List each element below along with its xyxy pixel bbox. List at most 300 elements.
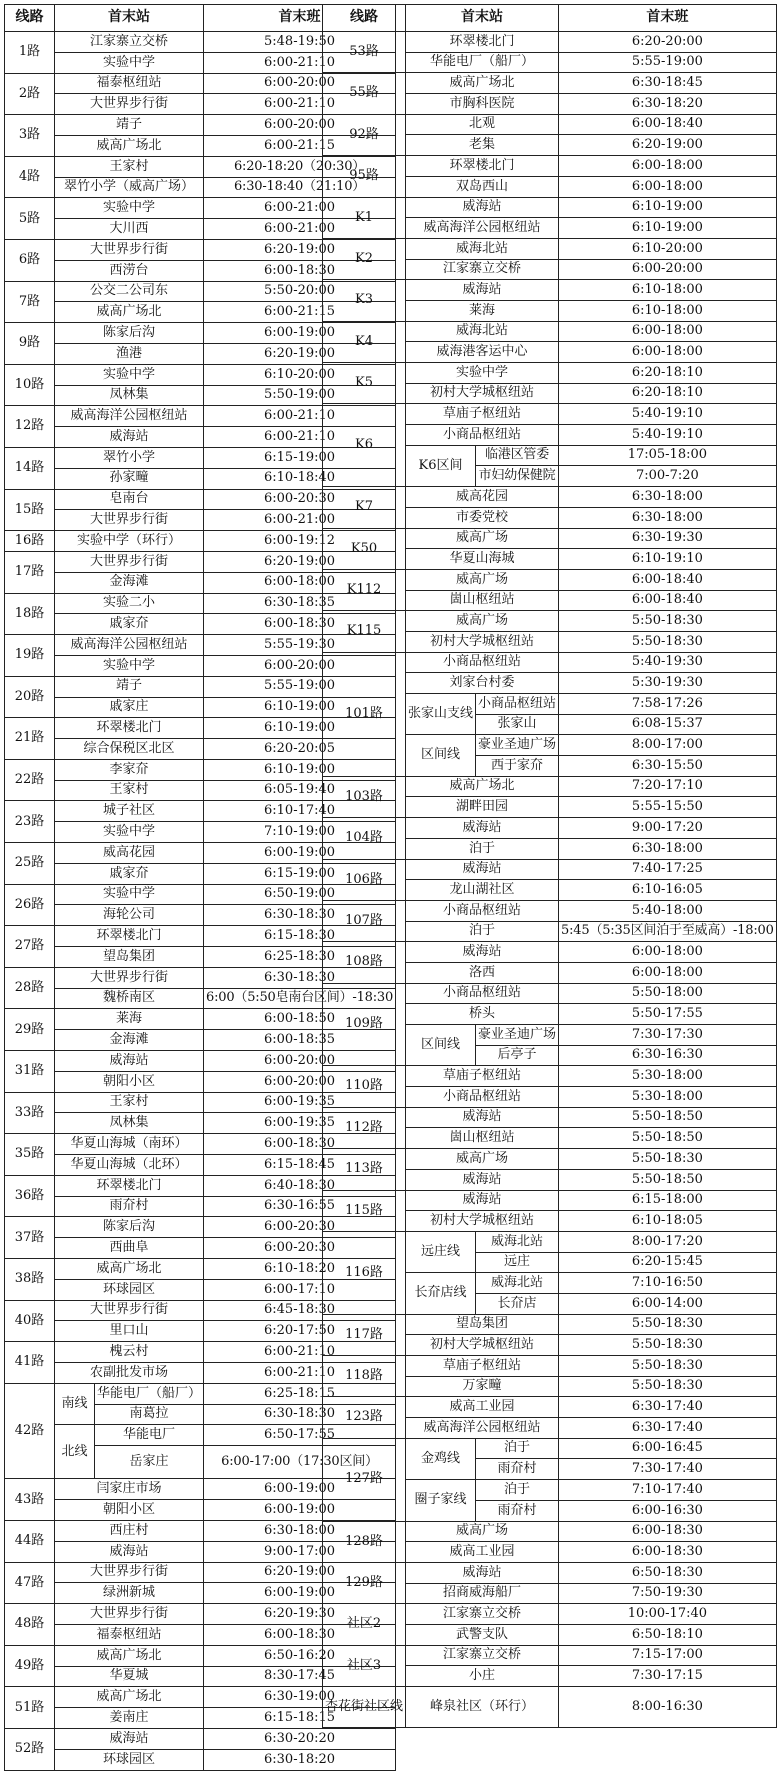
station-cell: 金海滩 [55, 572, 204, 593]
route-label: 107路 [323, 900, 406, 941]
station-cell: 陈家后沟 [55, 1217, 204, 1238]
time-cell: 5:30-19:30 [559, 673, 777, 694]
station-cell: 威海站 [55, 427, 204, 448]
station-cell: 环翠楼北门 [55, 1175, 204, 1196]
time-cell: 6:00-19:00 [204, 323, 396, 344]
time-cell: 9:00-17:20 [559, 818, 777, 839]
station-cell: 戚家夼 [55, 863, 204, 884]
time-cell: 6:00-16:30 [559, 1500, 777, 1521]
time-cell: 6:15-18:15 [204, 1708, 396, 1729]
route-label: 123路 [323, 1397, 406, 1438]
station-cell: 湖畔田园 [406, 797, 559, 818]
time-cell: 5:55-19:30 [204, 635, 396, 656]
route-label: 12路 [5, 406, 55, 448]
station-cell: 威高工业园 [406, 1397, 559, 1418]
time-cell: 5:30-18:00 [559, 1087, 777, 1108]
station-cell: 小商品枢纽站 [406, 1087, 559, 1108]
table-row [323, 776, 777, 797]
station-cell: 小商品枢纽站 [406, 900, 559, 921]
station-cell: 靖子 [55, 676, 204, 697]
time-cell: 6:00-18:30 [204, 1625, 396, 1646]
time-cell: 6:00-20:00 [204, 1051, 396, 1072]
route-label: 110路 [323, 1066, 406, 1107]
time-cell: 6:08-15:37 [559, 714, 777, 735]
time-cell: 6:00-20:30 [204, 1238, 396, 1259]
station-cell: 王家村 [55, 780, 204, 801]
time-cell: 5:45（5:35区间泊于至威高）-18:00 [559, 921, 777, 942]
time-cell: 6:30-18:40（21:10） [204, 177, 396, 198]
route-label: 26路 [5, 884, 55, 926]
time-cell: 5:48-19:50 [204, 32, 396, 53]
station-cell: 泊于 [476, 1480, 559, 1501]
station-cell: 威海站 [55, 1541, 204, 1562]
route-label: 112路 [323, 1107, 406, 1148]
time-cell: 6:20-19:00 [204, 343, 396, 364]
station-cell: 张家山 [476, 714, 559, 735]
station-cell: 威高海洋公园枢纽站 [406, 218, 559, 239]
station-cell: 公交二公司东 [55, 281, 204, 302]
route-label: 15路 [5, 489, 55, 531]
route-label: 95路 [323, 156, 406, 197]
time-cell: 6:20-19:00 [204, 551, 396, 572]
route-label: 48路 [5, 1604, 55, 1646]
time-cell: 6:00-17:00（17:30区间） [204, 1446, 396, 1479]
time-cell: 5:50-18:30 [559, 1314, 777, 1335]
station-cell: 大世界步行街 [55, 239, 204, 260]
route-label: 55路 [323, 73, 406, 114]
station-cell: 实验中学 [55, 822, 204, 843]
station-cell: 江家寨立交桥 [406, 1645, 559, 1666]
route-label: K2 [323, 238, 406, 279]
time-cell: 6:00-18:30 [559, 1521, 777, 1542]
time-cell: 17:05-18:00 [559, 445, 777, 466]
station-cell: 姜南庄 [55, 1708, 204, 1729]
route-label: 杏花街社区线 [323, 1687, 406, 1728]
table-row [323, 859, 777, 880]
station-cell: 威高广场 [406, 611, 559, 632]
route-label: K7 [323, 487, 406, 528]
station-cell: 洛西 [406, 962, 559, 983]
station-cell: 槐云村 [55, 1342, 204, 1363]
station-cell: 海轮公司 [55, 905, 204, 926]
station-cell: 环翠楼北门 [55, 926, 204, 947]
station-cell: 华夏山海城（北环） [55, 1155, 204, 1176]
route-label: K4 [323, 321, 406, 362]
station-cell: 实验中学 [55, 364, 204, 385]
station-cell: 凤林集 [55, 1113, 204, 1134]
route-label: 109路 [323, 983, 406, 1066]
station-cell: 大世界步行街 [55, 510, 204, 531]
table-row [323, 1149, 777, 1170]
route-label: 5路 [5, 198, 55, 240]
header-time: 首末班 [204, 5, 396, 32]
time-cell: 8:00-17:20 [559, 1231, 777, 1252]
time-cell: 6:10-19:00 [559, 197, 777, 218]
route-label: 21路 [5, 718, 55, 760]
route-label: 47路 [5, 1562, 55, 1604]
station-cell: 福泰枢纽站 [55, 73, 204, 94]
time-cell: 8:00-17:00 [559, 735, 777, 756]
table-row [323, 363, 777, 384]
station-cell: 威海站 [406, 280, 559, 301]
station-cell: 威高广场 [406, 569, 559, 590]
time-cell: 6:10-19:00 [204, 718, 396, 739]
station-cell: 草庙子枢纽站 [406, 1066, 559, 1087]
time-cell: 7:40-17:25 [559, 859, 777, 880]
station-cell: 实验中学（环行） [55, 531, 204, 552]
station-cell: 威海站 [406, 859, 559, 880]
sub-route-label: 远庄线 [406, 1231, 476, 1272]
time-cell: 6:00-21:00 [204, 198, 396, 219]
station-cell: 王家村 [55, 1092, 204, 1113]
route-label: 104路 [323, 818, 406, 859]
station-cell: 凤林集 [55, 385, 204, 406]
station-cell: 后亭子 [476, 1045, 559, 1066]
station-cell: 远庄 [476, 1252, 559, 1273]
time-cell: 6:10-19:00 [559, 218, 777, 239]
sub-route-label: K6区间 [406, 445, 476, 486]
route-label: 40路 [5, 1300, 55, 1342]
route-label: 29路 [5, 1009, 55, 1051]
time-cell: 5:50-18:50 [559, 1128, 777, 1149]
route-label: 23路 [5, 801, 55, 843]
time-cell: 6:10-19:10 [559, 549, 777, 570]
time-cell: 6:00-20:00 [204, 73, 396, 94]
time-cell: 6:20-19:00 [559, 135, 777, 156]
station-cell: 威高海洋公园枢纽站 [55, 635, 204, 656]
time-cell: 6:15-18:45 [204, 1155, 396, 1176]
time-cell: 5:50-20:00 [204, 281, 396, 302]
station-cell: 小商品枢纽站 [406, 652, 559, 673]
time-cell: 6:20-17:50 [204, 1321, 396, 1342]
time-cell: 6:25-18:30 [204, 947, 396, 968]
table-row [323, 1231, 777, 1252]
time-cell: 6:10-20:00 [204, 364, 396, 385]
sub-route-label: 圈子家线 [406, 1480, 476, 1521]
table-row [323, 197, 777, 218]
route-label: K115 [323, 611, 406, 652]
station-cell: 环球园区 [55, 1279, 204, 1300]
route-label: 31路 [5, 1051, 55, 1093]
station-cell: 渔港 [55, 343, 204, 364]
table-row [323, 1397, 777, 1418]
station-cell: 威高花园 [55, 843, 204, 864]
station-cell: 龙山湖社区 [406, 880, 559, 901]
time-cell: 6:00-18:50 [204, 1009, 396, 1030]
time-cell: 6:20-18:10 [559, 363, 777, 384]
time-cell: 7:00-7:20 [559, 466, 777, 487]
station-cell: 小庄 [406, 1666, 559, 1687]
time-cell: 6:00-19:00 [204, 1500, 396, 1521]
time-cell: 6:30-18:35 [204, 593, 396, 614]
station-cell: 初村大学城枢纽站 [406, 383, 559, 404]
time-cell: 6:10-20:00 [559, 238, 777, 259]
time-cell: 8:30-17:45 [204, 1666, 396, 1687]
table-row [323, 404, 777, 425]
route-label: K50 [323, 528, 406, 569]
station-cell: 威海北站 [406, 238, 559, 259]
station-cell: 陈家后沟 [55, 323, 204, 344]
time-cell: 7:30-17:30 [559, 1025, 777, 1046]
station-cell: 翠竹小学（威高广场） [55, 177, 204, 198]
time-cell: 5:40-19:10 [559, 404, 777, 425]
time-cell: 5:55-15:50 [559, 797, 777, 818]
station-cell: 雨夼村 [55, 1196, 204, 1217]
sub-route-label: 张家山支线 [406, 694, 476, 735]
table-row [323, 156, 777, 177]
station-cell: 临港区管委 [476, 445, 559, 466]
route-label: K112 [323, 569, 406, 610]
table-row [323, 32, 777, 53]
sub-route-label: 区间线 [406, 735, 476, 776]
time-cell: 6:50-18:10 [559, 1624, 777, 1645]
time-cell: 6:00-18:30 [204, 1134, 396, 1155]
station-cell: 西涝台 [55, 260, 204, 281]
route-label: 20路 [5, 676, 55, 718]
route-label: 52路 [5, 1729, 55, 1771]
route-label: 10路 [5, 364, 55, 406]
route-label: K6 [323, 404, 406, 487]
time-cell: 6:30-17:40 [559, 1397, 777, 1418]
time-cell: 5:50-19:00 [204, 385, 396, 406]
station-cell: 江家寨立交桥 [406, 259, 559, 280]
header-row [323, 5, 777, 32]
time-cell: 6:30-18:30 [204, 1404, 396, 1425]
station-cell: 环翠楼北门 [406, 32, 559, 53]
time-cell: 6:30-18:00 [559, 487, 777, 508]
table-row [323, 321, 777, 342]
time-cell: 6:00-21:10 [204, 427, 396, 448]
station-cell: 泊于 [476, 1438, 559, 1459]
station-cell: 江家寨立交桥 [55, 32, 204, 53]
time-cell: 6:00-17:10 [204, 1279, 396, 1300]
time-cell: 6:20-18:10 [559, 383, 777, 404]
station-cell: 华夏山海城（南环） [55, 1134, 204, 1155]
time-cell: 5:40-18:00 [559, 900, 777, 921]
route-label: 128路 [323, 1521, 406, 1562]
time-cell: 6:30-18:30 [204, 905, 396, 926]
station-cell: 威高花园 [406, 487, 559, 508]
time-cell: 6:25-18:15 [204, 1383, 396, 1404]
station-cell: 华能电厂（船厂） [406, 52, 559, 73]
table-row [323, 280, 777, 301]
time-cell: 5:50-18:30 [559, 631, 777, 652]
station-cell: 威海站 [55, 1051, 204, 1072]
route-label: 38路 [5, 1259, 55, 1301]
station-cell: 南葛拉 [95, 1404, 204, 1425]
time-cell: 6:30-16:55 [204, 1196, 396, 1217]
time-cell: 6:00-18:40 [559, 590, 777, 611]
station-cell: 万家疃 [406, 1376, 559, 1397]
station-cell: 华能电厂 [95, 1425, 204, 1446]
time-cell: 6:50-17:55 [204, 1425, 396, 1446]
time-cell: 6:15-19:00 [204, 447, 396, 468]
time-cell: 5:50-18:30 [559, 611, 777, 632]
time-cell: 6:00-14:00 [559, 1293, 777, 1314]
station-cell: 威海站 [406, 942, 559, 963]
time-cell: 6:20-19:00 [204, 1562, 396, 1583]
station-cell: 市委党校 [406, 507, 559, 528]
header-station: 首末站 [55, 5, 204, 32]
time-cell: 6:00-18:00 [559, 321, 777, 342]
station-cell: 里口山 [55, 1321, 204, 1342]
time-cell: 7:30-17:40 [559, 1459, 777, 1480]
time-cell: 6:20-19:00 [204, 239, 396, 260]
time-cell: 6:00-19:12 [204, 531, 396, 552]
route-label: 社区2 [323, 1604, 406, 1645]
table-row [323, 1604, 777, 1625]
route-label: 27路 [5, 926, 55, 968]
sub-route-label: 长夼店线 [406, 1273, 476, 1314]
route-label: 4路 [5, 156, 55, 198]
time-cell: 6:00-18:30 [559, 1542, 777, 1563]
time-cell: 6:30-18:45 [559, 73, 777, 94]
route-label: K5 [323, 363, 406, 404]
station-cell: 西庄村 [55, 1521, 204, 1542]
time-cell: 7:15-17:00 [559, 1645, 777, 1666]
route-label: 106路 [323, 859, 406, 900]
station-cell: 威高广场北 [55, 1687, 204, 1708]
station-cell: 威海站 [406, 818, 559, 839]
station-cell: 崮山枢纽站 [406, 1128, 559, 1149]
route-label: 36路 [5, 1175, 55, 1217]
station-cell: 威高海洋公园枢纽站 [55, 406, 204, 427]
route-label: 115路 [323, 1190, 406, 1231]
station-cell: 草庙子枢纽站 [406, 404, 559, 425]
station-cell: 华夏城 [55, 1666, 204, 1687]
station-cell: 威海站 [406, 197, 559, 218]
station-cell: 雨夼村 [476, 1500, 559, 1521]
time-cell: 6:00-19:00 [204, 1479, 396, 1500]
time-cell: 6:10-18:00 [559, 280, 777, 301]
station-cell: 初村大学城枢纽站 [406, 1335, 559, 1356]
route-label: 113路 [323, 1149, 406, 1190]
station-cell: 华夏山海城 [406, 549, 559, 570]
table-row [323, 652, 777, 673]
sub-route-label: 区间线 [406, 1025, 476, 1066]
route-label: 116路 [323, 1231, 406, 1314]
route-label: 7路 [5, 281, 55, 323]
table-row [5, 1749, 396, 1770]
station-cell: 威高广场北 [55, 1645, 204, 1666]
station-cell: 闫家庄市场 [55, 1479, 204, 1500]
station-cell: 威高广场 [406, 528, 559, 549]
station-cell: 初村大学城枢纽站 [406, 1211, 559, 1232]
station-cell: 绿洲新城 [55, 1583, 204, 1604]
route-label: 92路 [323, 114, 406, 155]
time-cell: 7:20-17:10 [559, 776, 777, 797]
station-cell: 朝阳小区 [55, 1500, 204, 1521]
time-cell: 6:00-18:00 [559, 156, 777, 177]
time-cell: 6:00-20:30 [204, 1217, 396, 1238]
station-cell: 威高工业园 [406, 1542, 559, 1563]
sub-route-label: 南线 [55, 1383, 95, 1425]
time-cell: 6:10-18:05 [559, 1211, 777, 1232]
station-cell: 农副批发市场 [55, 1363, 204, 1384]
time-cell: 7:58-17:26 [559, 694, 777, 715]
time-cell: 6:00-18:30 [204, 614, 396, 635]
table-row [323, 528, 777, 549]
station-cell: 初村大学城枢纽站 [406, 631, 559, 652]
station-cell: 小商品枢纽站 [476, 694, 559, 715]
station-cell: 威海北站 [406, 321, 559, 342]
header-route: 线路 [5, 5, 55, 32]
route-label: 16路 [5, 531, 55, 552]
time-cell: 5:50-18:50 [559, 1107, 777, 1128]
time-cell: 6:15-19:00 [204, 863, 396, 884]
table-row [323, 569, 777, 590]
time-cell: 5:40-19:10 [559, 425, 777, 446]
station-cell: 大世界步行街 [55, 1300, 204, 1321]
time-cell: 6:10-16:05 [559, 880, 777, 901]
time-cell: 6:00-20:00 [204, 1071, 396, 1092]
time-cell: 6:50-18:30 [559, 1562, 777, 1583]
station-cell: 市妇幼保健院 [476, 466, 559, 487]
route-label: 6路 [5, 239, 55, 281]
time-cell: 6:30-15:50 [559, 756, 777, 777]
route-label: 17路 [5, 551, 55, 593]
time-cell: 6:50-19:00 [204, 884, 396, 905]
time-cell: 6:30-18:30 [204, 967, 396, 988]
table-row [323, 1356, 777, 1377]
time-cell: 6:30-17:40 [559, 1418, 777, 1439]
table-row [323, 1190, 777, 1211]
time-cell: 5:50-18:30 [559, 1376, 777, 1397]
station-cell: 魏桥南区 [55, 988, 204, 1009]
route-label: 118路 [323, 1356, 406, 1397]
route-label: 9路 [5, 323, 55, 365]
table-row [323, 1562, 777, 1583]
station-cell: 崮山枢纽站 [406, 590, 559, 611]
station-cell: 威海北站 [476, 1273, 559, 1294]
time-cell: 6:20-19:30 [204, 1604, 396, 1625]
station-cell: 威高广场北 [55, 302, 204, 323]
table-row [323, 983, 777, 1004]
station-cell: 实验中学 [406, 363, 559, 384]
sub-route-label: 金鸡线 [406, 1438, 476, 1479]
station-cell: 泊于 [406, 921, 559, 942]
time-cell: 5:50-18:50 [559, 1169, 777, 1190]
station-cell: 豪业圣迪广场 [476, 735, 559, 756]
route-label: 37路 [5, 1217, 55, 1259]
time-cell: 5:55-19:00 [559, 52, 777, 73]
time-cell: 6:00-18:00 [559, 176, 777, 197]
station-cell: 岳家庄 [95, 1446, 204, 1479]
station-cell: 孙家疃 [55, 468, 204, 489]
time-cell: 5:50-18:30 [559, 1335, 777, 1356]
station-cell: 威海北站 [476, 1231, 559, 1252]
time-cell: 6:00-20:00 [204, 115, 396, 136]
station-cell: 威海站 [55, 1729, 204, 1750]
table-row [323, 942, 777, 963]
station-cell: 靖子 [55, 115, 204, 136]
time-cell: 6:00（5:50皂南台区间）-18:30 [204, 988, 396, 1009]
route-label: 35路 [5, 1134, 55, 1176]
time-cell: 5:50-18:30 [559, 1149, 777, 1170]
time-cell: 6:00-21:15 [204, 302, 396, 323]
time-cell: 6:00-21:00 [204, 219, 396, 240]
time-cell: 6:00-20:30 [204, 489, 396, 510]
station-cell: 西于家夼 [476, 756, 559, 777]
station-cell: 环球园区 [55, 1749, 204, 1770]
station-cell: 实验中学 [55, 884, 204, 905]
table-row [5, 1729, 396, 1750]
station-cell: 王家村 [55, 156, 204, 177]
station-cell: 峰泉社区（环行） [406, 1687, 559, 1728]
time-cell: 6:30-18:20 [559, 94, 777, 115]
station-cell: 望岛集团 [55, 947, 204, 968]
table-row [323, 73, 777, 94]
